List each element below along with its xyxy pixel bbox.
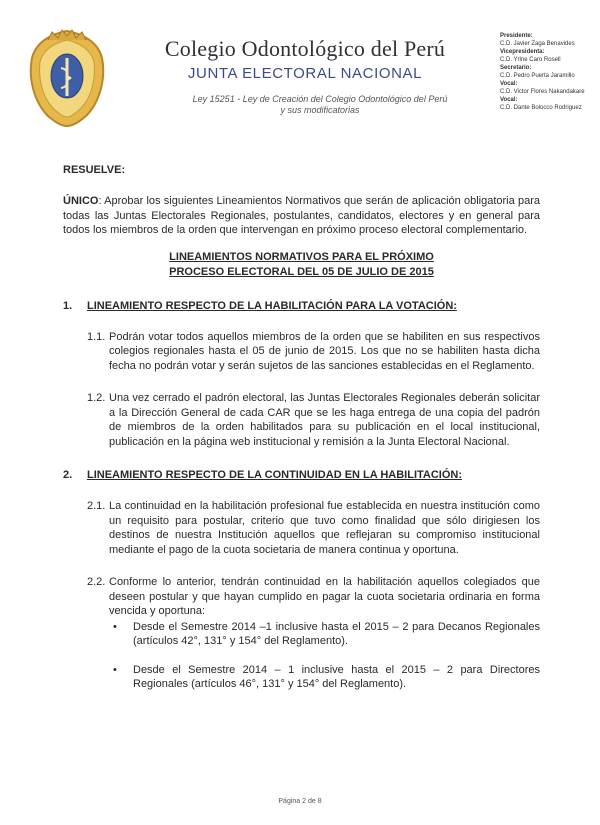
item-text: Conforme lo anterior, tendrán continuidad en la habilitación aquellos colegiados que deseen postular y que hayan cumplido en pagar la cuota societaria ordinaria en forma vencida y oportuna: (109, 576, 540, 617)
item-text: La continuidad en la habilitación profesional fue establecida en nuestra institución como un requisito para postular, criterio que tuvo como finalidad que sólo dirigiesen los destinos de nuestra Institución aquellos que reflejaran su compromiso institucional mediante el pago de la cuota societaria de manera continua y oportuna. (109, 500, 540, 556)
bullet-text: Desde el Semestre 2014 – 1 inclusive hasta el 2015 – 2 para Directores Regionales (artículos 46°, 131° y 154° del Reglamento). (133, 663, 540, 690)
unico-paragraph (63, 194, 540, 238)
item-number: 2.2. (87, 576, 106, 588)
item-text: Podrán votar todos aquellos miembros de la orden que se habiliten en sus respectivos colegios regionales hasta el 05 de junio de 2015. Los que no se habiliten hasta dicha fecha no podrán votar y serán sujetos de las sanciones establecidas en el Reglamento. (109, 330, 540, 372)
college-emblem-logo (28, 28, 106, 128)
item-number: 2.1. (87, 500, 106, 512)
bullet-dot-icon: • (113, 663, 117, 676)
page-number: Página 2 de 8 (278, 798, 322, 805)
guidelines-title-line-1: LINEAMIENTOS NORMATIVOS PARA EL PRÓXIMO (169, 250, 434, 263)
item-text: Una vez cerrado el padrón electoral, las Juntas Electorales Regionales deberán solicitar a la Dirección General de cada CAR que se les haga entrega de una copia del padrón de miembros de la orden habilitados para su publicación en el local institucional, publicación en la página web institucional y remisión a la Junta Electoral Nacional. (109, 392, 540, 448)
unico-text: : Aprobar los siguientes Lineamientos Normativos que serán de aplicación obligatoria para todas las Juntas Electorales Regionales, postulantes, candidatos, electores y en general para todos los miembros de la orden que intervengan en próximo proceso electoral complementario. (63, 195, 540, 236)
board-role: Presidente: (500, 33, 533, 39)
board-role: Vocal: (500, 81, 518, 87)
list-item (109, 663, 540, 692)
board-role: Vicepresidenta: (500, 49, 545, 55)
guidelines-title-line-2: PROCESO ELECTORAL DEL 05 DE JULIO DE 2015 (169, 265, 434, 278)
unico-label: ÚNICO (63, 195, 99, 207)
board-members (500, 32, 592, 112)
college-name: Colegio Odontológico del Perú (164, 36, 446, 61)
section-number: 2. (63, 469, 73, 481)
item-1-1 (87, 330, 540, 374)
law-line-1: Ley 15251 - Ley de Creación del Colegio Odontológico del Perú (192, 94, 448, 104)
section-1-heading (63, 300, 540, 312)
guidelines-title (63, 250, 540, 280)
bullet-dot-icon: • (113, 620, 117, 633)
bullet-text: Desde el Semestre 2014 –1 inclusive hasta el 2015 – 2 para Decanos Regionales (artículos 42°, 131° y 154° del Reglamento). (133, 620, 540, 647)
document-body (63, 164, 540, 692)
board-name: C.D. Victor Flores Nakandakare (500, 89, 585, 95)
board-role: Secretario: (500, 65, 532, 71)
section-number: 1. (63, 299, 73, 312)
bullet-list (109, 620, 540, 692)
board-name: C.D. Yrlne Caro Rosell (500, 57, 561, 63)
board-name: C.D. Javier Zaga Benavides (500, 41, 575, 47)
item-number: 1.1. (87, 330, 106, 343)
item-1-2 (87, 391, 540, 449)
junta-electoral-title: JUNTA ELECTORAL NACIONAL (187, 65, 423, 82)
item-2-1 (87, 499, 540, 557)
law-line-2: y sus modificatorias (280, 105, 360, 115)
board-role: Vocal: (500, 97, 518, 103)
resuelve-heading: RESUELVE: (63, 164, 126, 176)
section-2-heading (63, 469, 540, 481)
list-item (109, 620, 540, 649)
item-body (109, 575, 540, 692)
board-name: C.D. Dante Bolocco Rodriguez (500, 105, 582, 111)
letterhead-title (130, 36, 480, 116)
board-name: C.D. Pedro Puerta Jaramillo (500, 73, 575, 79)
section-title: LINEAMIENTO RESPECTO DE LA HABILITACIÓN PARA LA VOTACIÓN: (87, 299, 457, 312)
law-reference (130, 94, 480, 116)
section-title: LINEAMIENTO RESPECTO DE LA CONTINUIDAD EN LA HABILITACIÓN: (87, 469, 463, 481)
item-2-2 (87, 575, 540, 692)
item-number: 1.2. (87, 392, 106, 404)
